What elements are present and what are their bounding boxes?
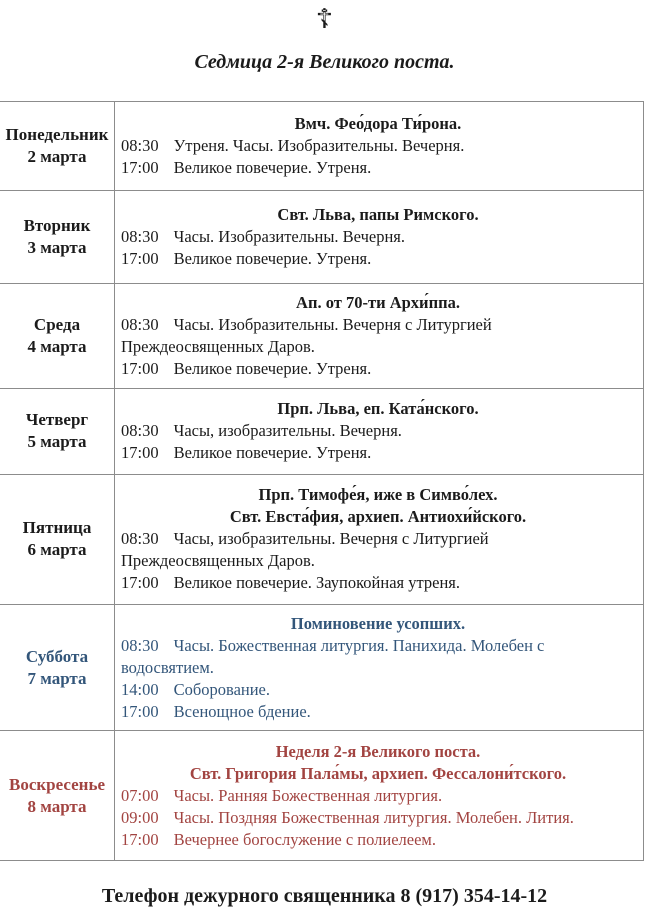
feast-title: Прп. Тимофе́я, иже в Симво́лех. <box>258 485 498 505</box>
service-line <box>121 635 635 679</box>
duty-priest-phone: Телефон дежурного священника 8 (917) 354-14-12 <box>101 885 548 908</box>
schedule-table <box>0 101 644 861</box>
service-text: Утреня. Часы. Изобразительны. Вечерня. <box>173 136 465 156</box>
service-time: 08:30 <box>121 635 159 655</box>
schedule-row <box>0 101 643 190</box>
service-time: 17:00 <box>121 248 159 268</box>
day-date: 6 марта <box>27 540 87 560</box>
service-time: 08:30 <box>121 529 159 549</box>
day-date: 3 марта <box>27 238 87 257</box>
service-text: Часы, изобразительны. Вечерня с Литургией Преждеосвященных Даров. <box>121 529 489 571</box>
page-title: Седмица 2-я Великого поста. <box>194 51 455 73</box>
service-text: Часы. Изобразительны. Вечерня. <box>173 227 405 247</box>
day-date: 2 марта <box>27 147 87 166</box>
day-name: Вторник <box>23 215 91 235</box>
day-cell <box>0 731 115 860</box>
service-text: Часы. Божественная литургия. Панихида. Молебен с водосвятием. <box>121 635 545 677</box>
service-line <box>121 358 635 380</box>
day-cell <box>0 475 115 604</box>
service-time: 17:00 <box>121 358 159 378</box>
day-date: 8 марта <box>27 796 87 816</box>
service-time: 07:00 <box>121 785 159 805</box>
day-name: Четверг <box>25 410 89 430</box>
day-date: 5 марта <box>27 432 87 452</box>
feast-title: Свт. Льва, папы Римского. <box>277 205 479 225</box>
service-line <box>121 442 635 464</box>
service-time: 09:00 <box>121 807 159 827</box>
day-date: 4 марта <box>27 336 87 356</box>
service-time: 08:30 <box>121 136 159 156</box>
service-line <box>121 679 635 701</box>
service-time: 17:00 <box>121 443 159 463</box>
service-line <box>121 226 635 248</box>
service-time: 17:00 <box>121 157 159 177</box>
service-text: Часы. Ранняя Божественная литургия. <box>173 785 443 805</box>
service-line <box>121 420 635 442</box>
day-cell <box>0 389 115 474</box>
services-cell <box>115 475 643 604</box>
service-text: Всенощное бдение. <box>173 701 311 721</box>
schedule-row <box>0 474 643 604</box>
services-cell <box>115 284 643 388</box>
service-time: 08:30 <box>121 314 159 334</box>
service-text: Часы. Поздняя Божественная литургия. Молебен. Лития. <box>173 807 574 827</box>
services-cell <box>115 191 643 283</box>
orthodox-cross-icon: ☦ <box>315 4 334 35</box>
service-line <box>121 528 635 572</box>
schedule-row <box>0 604 643 731</box>
service-text: Великое повечерие. Утреня. <box>173 358 372 378</box>
service-text: Часы, изобразительны. Вечерня. <box>173 421 402 441</box>
schedule-row <box>0 283 643 388</box>
service-text: Великое повечерие. Утреня. <box>173 443 372 463</box>
day-name: Воскресенье <box>8 774 105 794</box>
service-text: Великое повечерие. Заупокойная утреня. <box>173 573 461 593</box>
feast-title: Неделя 2-я Великого поста. <box>275 742 481 762</box>
schedule-row <box>0 388 643 474</box>
schedule-row <box>0 730 643 860</box>
day-date: 7 марта <box>27 668 87 688</box>
service-line <box>121 829 635 851</box>
day-cell <box>0 102 115 190</box>
services-cell <box>115 102 643 190</box>
service-line <box>121 807 635 829</box>
service-text: Часы. Изобразительны. Вечерня с Литургией Преждеосвященных Даров. <box>121 314 492 356</box>
day-name: Суббота <box>25 646 89 666</box>
service-line <box>121 701 635 723</box>
feast-title: Поминовение усопших. <box>290 613 466 633</box>
service-text: Соборование. <box>173 679 270 699</box>
feast-title: Ап. от 70-ти Архи́ппа. <box>296 293 460 312</box>
day-cell <box>0 605 115 731</box>
day-cell <box>0 284 115 388</box>
day-name: Среда <box>33 314 81 334</box>
service-time: 14:00 <box>121 679 159 699</box>
service-line <box>121 135 635 157</box>
service-text: Вечернее богослужение с полиелеем. <box>173 829 436 849</box>
day-name: Понедельник <box>5 124 109 144</box>
services-cell <box>115 389 643 474</box>
service-line <box>121 572 635 594</box>
feast-title: Свт. Евста́фия, архиеп. Антиохи́йского. <box>229 507 527 527</box>
service-line <box>121 314 635 358</box>
feast-title: Свт. Григория Пала́мы, архиеп. Фессалони́тского. <box>189 764 567 784</box>
service-time: 08:30 <box>121 227 159 247</box>
service-text: Великое повечерие. Утреня. <box>173 248 372 268</box>
service-time: 17:00 <box>121 701 159 721</box>
service-line <box>121 785 635 807</box>
service-line <box>121 248 635 270</box>
service-time: 17:00 <box>121 829 159 849</box>
service-time: 17:00 <box>121 573 159 593</box>
day-cell <box>0 191 115 283</box>
schedule-row <box>0 190 643 283</box>
feast-title: Прп. Льва, еп. Ката́нского. <box>277 399 479 419</box>
feast-title: Вмч. Фео́дора Ти́рона. <box>294 114 462 134</box>
service-time: 08:30 <box>121 421 159 441</box>
service-line <box>121 157 635 179</box>
services-cell <box>115 731 643 860</box>
service-text: Великое повечерие. Утреня. <box>173 157 372 177</box>
day-name: Пятница <box>22 518 92 538</box>
services-cell <box>115 605 643 731</box>
